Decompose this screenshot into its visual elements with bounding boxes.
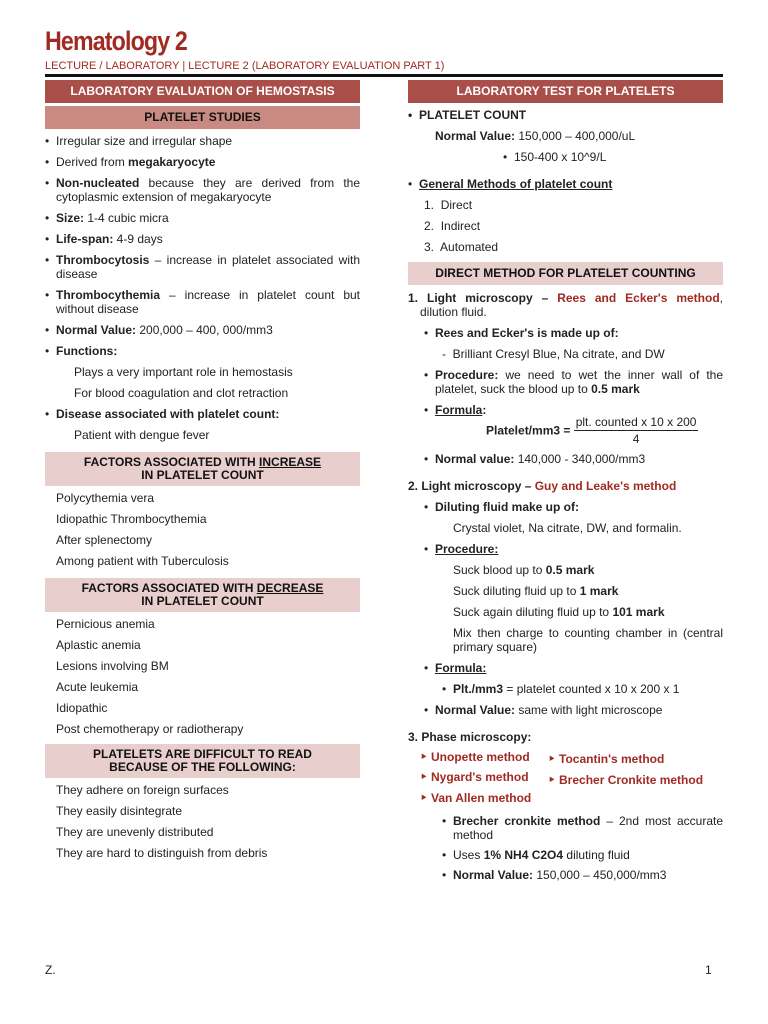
- phase-methods-list: [420, 750, 723, 808]
- list-item: 3. Automated: [424, 240, 499, 254]
- section-header-hemostasis: LABORATORY EVALUATION OF HEMOSTASIS: [45, 80, 360, 103]
- list-item: Mix then charge to counting chamber in (central primary square): [453, 626, 723, 654]
- method-phase-microscopy: 3. Phase microscopy:: [408, 730, 532, 744]
- list-item: • Formula:: [424, 661, 723, 675]
- list-item: Aplastic anemia: [56, 638, 141, 652]
- left-column: [45, 80, 360, 860]
- list-item: Polycythemia vera: [56, 491, 155, 505]
- list-item: • Thrombocytosis – increase in platelet associated with disease: [45, 253, 360, 281]
- list-item: • Procedure: we need to wet the inner wall of the platelet, suck the blood up to 0.5 mark: [424, 368, 723, 396]
- list-item: They are unevenly distributed: [56, 825, 214, 839]
- list-item: Post chemotherapy or radiotherapy: [56, 722, 244, 736]
- list-item: Plays a very important role in hemostasis: [74, 365, 293, 379]
- list-item: • Non-nucleated because they are derived from the cytoplasmic extension of megakaryocyte: [45, 176, 360, 204]
- formula-guy-leake: • Plt./mm3 = platelet counted x 10 x 200 x 1: [442, 682, 723, 696]
- section-header-platelet-studies: PLATELET STUDIES: [45, 106, 360, 129]
- list-item: • Normal Value: 150,000 – 450,000/mm3: [442, 868, 723, 882]
- method-guy-leake: 2. Light microscopy – Guy and Leake's method: [408, 479, 677, 493]
- list-item: Suck diluting fluid up to 1 mark: [453, 584, 619, 598]
- list-item: Lesions involving BM: [56, 659, 169, 673]
- list-item: They adhere on foreign surfaces: [56, 783, 229, 797]
- right-column: [408, 80, 723, 882]
- list-item: Among patient with Tuberculosis: [56, 554, 229, 568]
- list-item: • Procedure:: [424, 542, 723, 556]
- list-item: • General Methods of platelet count: [408, 177, 723, 191]
- list-item: ‣ Van Allen method: [420, 791, 532, 805]
- list-item: Idiopathic: [56, 701, 108, 715]
- list-item: Pernicious anemia: [56, 617, 155, 631]
- section-header-increase: FACTORS ASSOCIATED WITH INCREASE IN PLATELET COUNT: [45, 452, 360, 486]
- list-item: ‣ Nygard's method: [420, 770, 529, 784]
- formula-rees-ecker: Platelet/mm3 = $\frac{\text{plt. counted x 10 x 200}}{4}$: [486, 415, 697, 446]
- list-item: They easily disintegrate: [56, 804, 183, 818]
- list-item: • PLATELET COUNT: [408, 108, 723, 122]
- list-item: Acute leukemia: [56, 680, 139, 694]
- list-item: Suck again diluting fluid up to 101 mark: [453, 605, 665, 619]
- title-divider: [45, 74, 723, 77]
- list-item: • Normal Value: 200,000 – 400, 000/mm3: [45, 323, 360, 337]
- list-item: • Diluting fluid make up of:: [424, 500, 723, 514]
- list-item: 2. Indirect: [424, 219, 481, 233]
- list-item: Idiopathic Thrombocythemia: [56, 512, 207, 526]
- list-item: • Formula:: [424, 403, 723, 417]
- list-item: ‣ Brecher Cronkite method: [548, 773, 704, 787]
- list-item: 1. Direct: [424, 198, 473, 212]
- list-item: • Normal Value: same with light microscope: [424, 703, 723, 717]
- section-header-direct-method: DIRECT METHOD FOR PLATELET COUNTING: [408, 262, 723, 285]
- list-item: - Brilliant Cresyl Blue, Na citrate, and DW: [442, 347, 665, 361]
- list-item: • Functions:: [45, 344, 360, 358]
- list-item: • Brecher cronkite method – 2nd most accurate method: [442, 814, 723, 842]
- list-item: ‣ Tocantin's method: [548, 752, 665, 766]
- section-header-decrease: FACTORS ASSOCIATED WITH DECREASE IN PLATELET COUNT: [45, 578, 360, 612]
- list-item: • Rees and Ecker's is made up of:: [424, 326, 723, 340]
- list-item: Crystal violet, Na citrate, DW, and formalin.: [453, 521, 682, 535]
- list-item: • Size: 1-4 cubic micra: [45, 211, 360, 225]
- list-item: • Disease associated with platelet count:: [45, 407, 360, 421]
- list-item: • Derived from megakaryocyte: [45, 155, 360, 169]
- footer-initial: Z.: [45, 963, 56, 977]
- method-rees-ecker: 1. Light microscopy – Rees and Ecker's method, dilution fluid.: [408, 291, 724, 319]
- list-item: Normal Value: 150,000 – 400,000/uL: [435, 129, 636, 143]
- list-item: • Normal value: 140,000 - 340,000/mm3: [424, 452, 723, 466]
- list-item: • Life-span: 4-9 days: [45, 232, 360, 246]
- section-header-lab-test: LABORATORY TEST FOR PLATELETS: [408, 80, 723, 103]
- list-item: • Thrombocythemia – increase in platelet count but without disease: [45, 288, 360, 316]
- list-item: • 150-400 x 10^9/L: [503, 150, 723, 164]
- page-title: Hematology 2: [45, 26, 187, 56]
- list-item: Suck blood up to 0.5 mark: [453, 563, 595, 577]
- lecture-subtitle: LECTURE / LABORATORY | LECTURE 2 (LABORATORY EVALUATION PART 1): [45, 60, 445, 72]
- list-item: They are hard to distinguish from debris: [56, 846, 268, 860]
- list-item: • Irregular size and irregular shape: [45, 134, 360, 148]
- list-item: ‣ Unopette method: [420, 750, 530, 764]
- page-number: 1: [705, 963, 712, 977]
- section-header-difficult: PLATELETS ARE DIFFICULT TO READ BECAUSE OF THE FOLLOWING:: [45, 744, 360, 778]
- list-item: Patient with dengue fever: [74, 428, 210, 442]
- list-item: For blood coagulation and clot retraction: [74, 386, 289, 400]
- list-item: • Uses 1% NH4 C2O4 diluting fluid: [442, 848, 723, 862]
- list-item: After splenectomy: [56, 533, 153, 547]
